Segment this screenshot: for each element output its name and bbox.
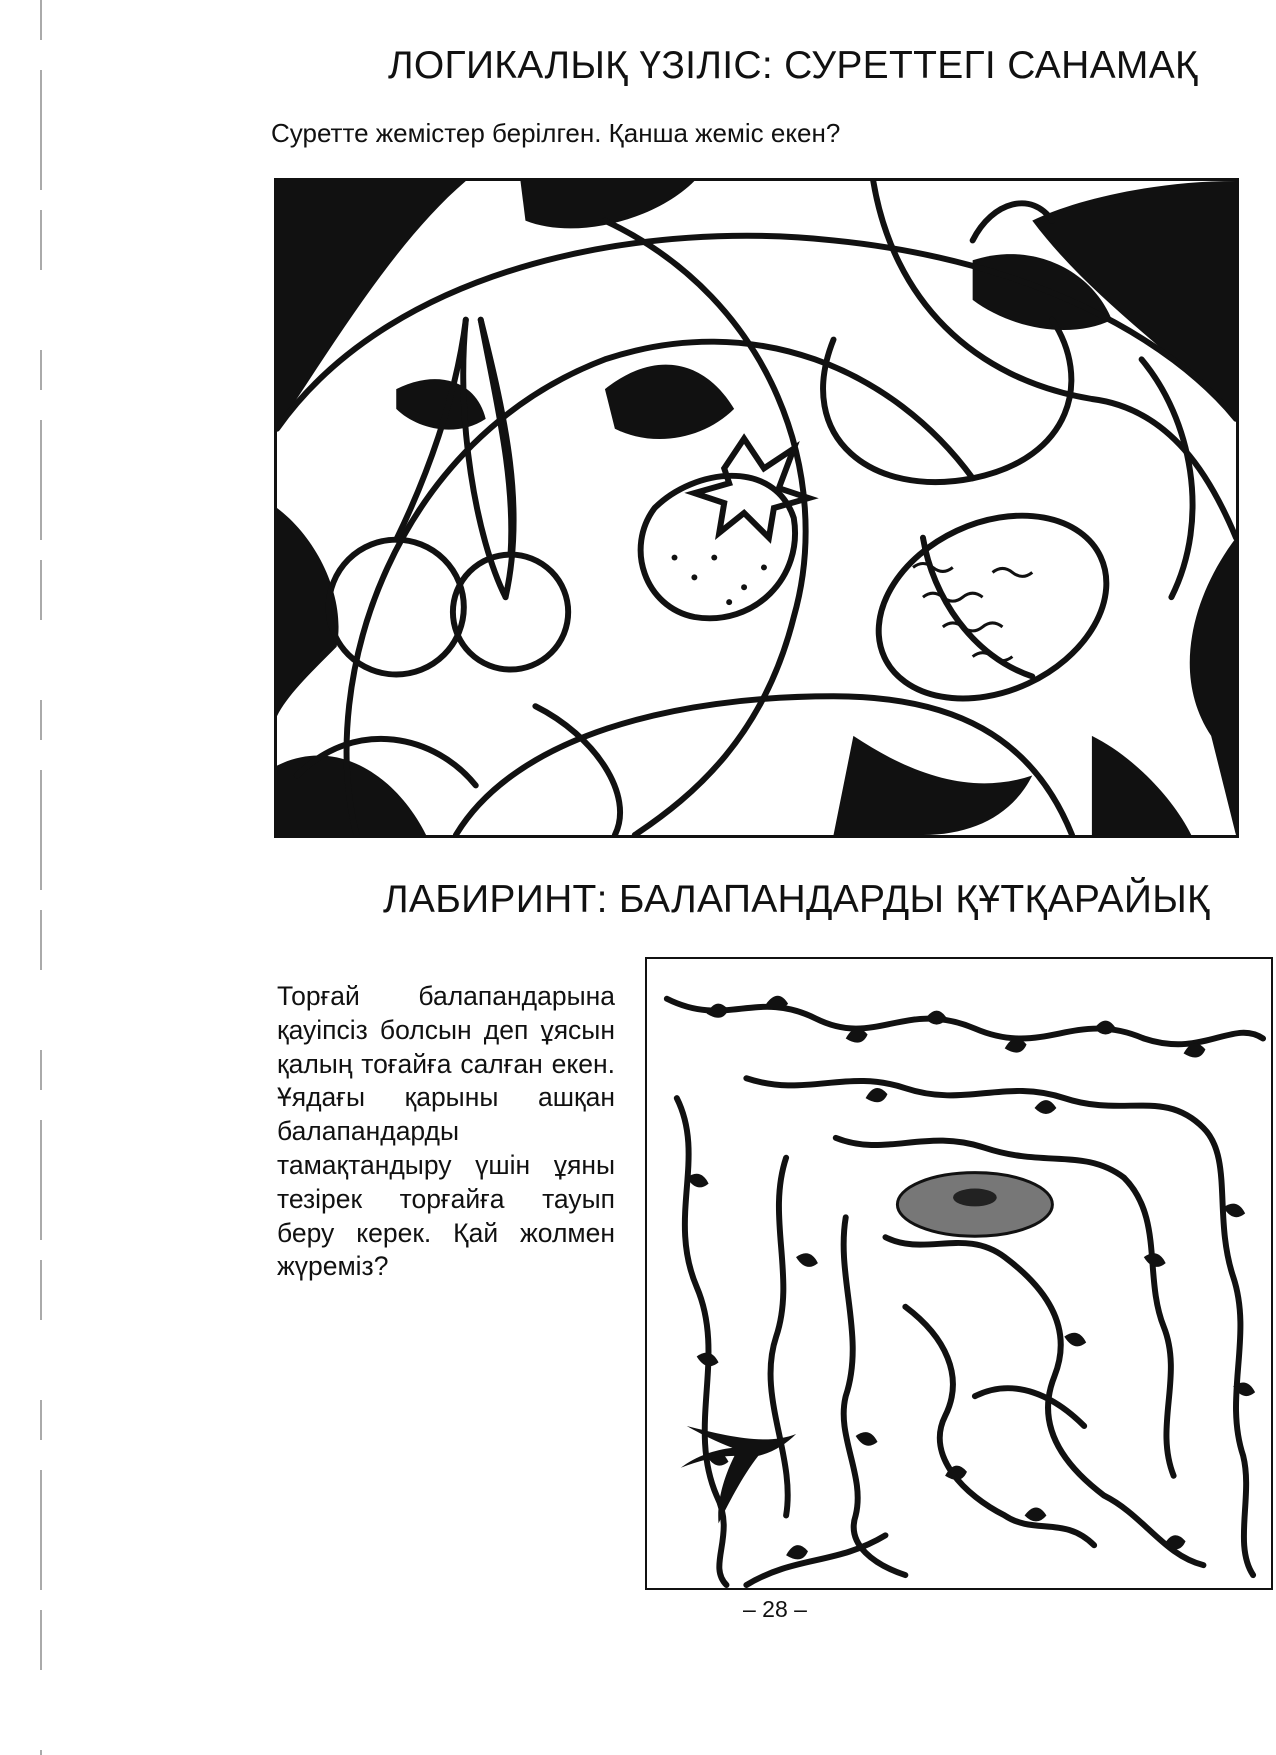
hidden-fruits-picture (277, 181, 1236, 835)
page-number: – 28 – (743, 1596, 807, 1622)
maze-leaves (687, 996, 1255, 1560)
section-title-logic-break: ЛОГИКАЛЫҚ ҮЗІЛІС: СУРЕТТЕГІ САНАМАҚ (388, 44, 1199, 87)
section-title-maze: ЛАБИРИНТ: БАЛАПАНДАРДЫ ҚҰТҚАРАЙЫҚ (383, 878, 1211, 921)
nest-icon (897, 1173, 1052, 1237)
branch-maze-illustration (645, 957, 1273, 1590)
fruit-puzzle-illustration (274, 178, 1239, 838)
maze-task-text: Торғай балапандарына қауіпсіз болсын деп ұясын қалың тоғайға салған екен. Ұядағы қарыны ашқан балапандарды тамақтандыру үшін ұяны тезірек торғайға тауып беру керек. Қай жолмен жүреміз? (277, 981, 615, 1282)
maze-picture (647, 959, 1271, 1588)
swallow-bird-icon (681, 1426, 796, 1523)
scan-margin-line (40, 0, 42, 1755)
fruit-count-question: Суретте жемістер берілген. Қанша жеміс екен? (271, 118, 841, 148)
